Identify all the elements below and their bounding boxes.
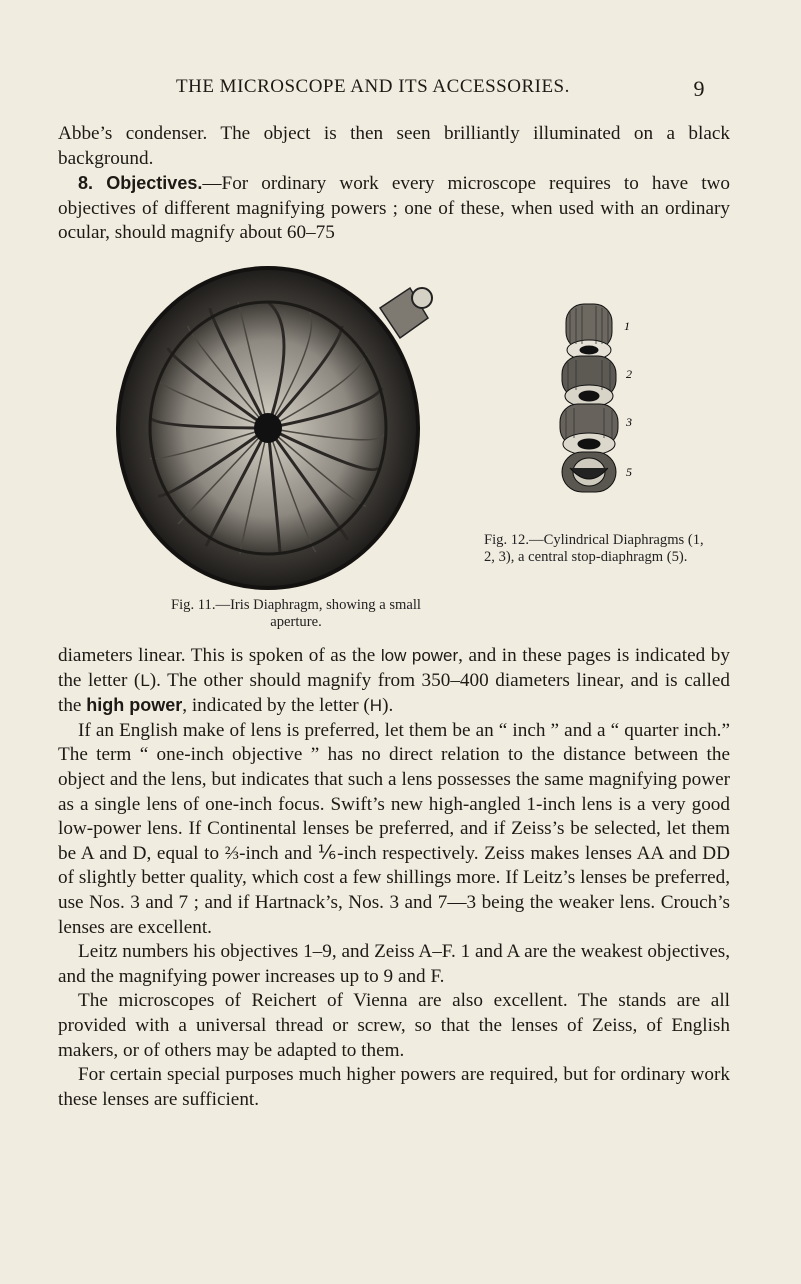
paragraph-higher-powers: For certain special purposes much higher powers are required, but for ordinary work these lenses are sufficient. <box>58 1064 730 1110</box>
term-high-power: high power <box>86 695 183 716</box>
running-title: THE MICROSCOPE AND ITS ACCESSORIES. <box>176 76 570 97</box>
paragraph-objectives-text: —For ordinary work every microscope requires to have two objectives of different magnifying powers ; one of these, when used with an ordinary ocular, should magnify about 60–75 <box>58 173 730 244</box>
paragraph-english-lenses: If an English make of lens is preferred, let them be an “ inch ” and a “ quarter inch.” The term “ one-inch objective ” has no direct relation to the distance between the object and the lens, but indicates that such a lens possesses the same magnifying power as a single lens of one-inch focus. Swift’s new high-angled 1-inch lens is a very good low-power lens. If Continental lenses be preferred, and if Zeiss’s be selected, let them be A and D, equal to ⅔-inch and ⅙-inch respectively. Zeiss makes lenses AA and DD of slightly better quality, which cost a few shillings more. If Leitz’s lenses be preferred, use Nos. 3 and 7 ; and if Hartnack’s, Nos. 3 and 7—3 being the weaker lens. Crouch’s lenses are excellent. <box>58 719 730 938</box>
p3-part-d: , indicated by the letter ( <box>182 695 370 717</box>
page-number: 9 <box>693 76 705 101</box>
paragraph-condenser: Abbe’s condenser. The object is then seen brilliantly illuminated on a black background. <box>58 123 730 169</box>
p3-part-e: ). <box>382 695 394 717</box>
paragraph-leitz-numbers: Leitz numbers his objectives 1–9, and Zeiss A–F. 1 and A are the weakest objectives, and the magnifying power increases up to 9 and F. <box>58 941 730 987</box>
paragraph-objectives <box>58 171 730 246</box>
term-low-power: low power <box>380 646 459 665</box>
letter-H: H <box>369 696 383 716</box>
section-heading-objectives: 8. Objectives. <box>78 173 203 194</box>
paragraph-powers <box>58 644 730 719</box>
top-text <box>58 122 730 246</box>
fig12-label-3: 3 <box>626 415 632 429</box>
p3-part-b: , and in these pages is indicated by the letter ( <box>58 645 730 691</box>
fig11-caption: Fig. 11.—Iris Diaphragm, showing a small aperture. <box>171 597 421 630</box>
fig12-label-2: 2 <box>626 367 632 381</box>
iris-diaphragm-illustration <box>110 258 440 598</box>
running-header <box>0 76 801 106</box>
p3-part-a: diameters linear. This is spoken of as the <box>58 645 381 666</box>
p3-part-c: ). The other should magnify from 350–400 diameters linear, and is called the <box>58 669 730 717</box>
fig12-caption: Fig. 12.—Cylindrical Diaphragms (1, 2, 3), a central stop-diaphragm (5). <box>484 532 704 565</box>
letter-L: L <box>140 670 150 690</box>
paragraph-reichert: The microscopes of Reichert of Vienna are also excellent. The stands are all provided with a universal thread or screw, so that the lenses of Zeiss, of English makers, or of others may be adapted to them. <box>58 990 730 1061</box>
cylindrical-diaphragms-illustration <box>540 300 650 515</box>
fig12-label-1: 1 <box>624 319 630 333</box>
fig12-label-5: 5 <box>626 465 632 479</box>
body-text <box>58 644 730 1112</box>
figure-iris-diaphragm <box>110 258 440 598</box>
figure-cylindrical-diaphragms <box>540 300 650 515</box>
